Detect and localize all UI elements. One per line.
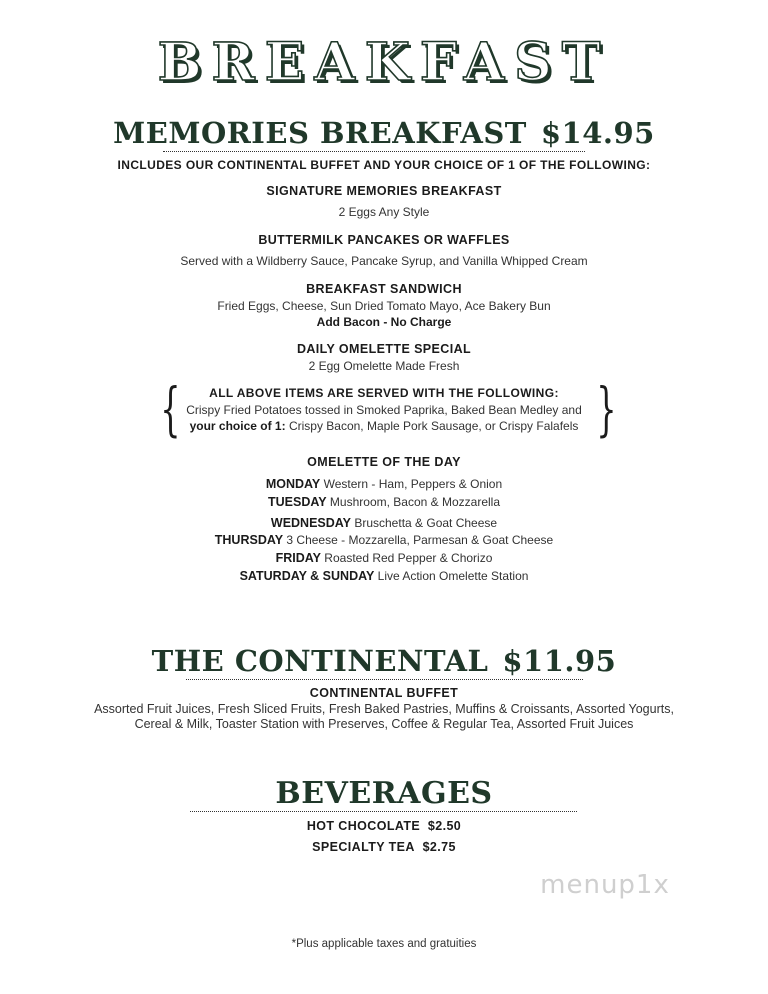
menupix-watermark: [530, 870, 680, 900]
right-brace: }: [596, 375, 617, 443]
continental-description: Cereal & Milk, Toaster Station with Preserves, Coffee & Regular Tea, Assorted Fruit Juices: [134, 717, 634, 731]
memories-breakfast-title: MEMORIES BREAKFAST: [113, 116, 527, 150]
memories-intro: INCLUDES OUR CONTINENTAL BUFFET AND YOUR CHOICE OF 1 OF THE FOLLOWING:: [117, 158, 651, 172]
item-note: Add Bacon - No Charge: [316, 315, 452, 329]
continental-price: $11.95: [502, 644, 617, 678]
memories-breakfast-price: $14.95: [540, 116, 655, 150]
continental-description: Assorted Fruit Juices, Fresh Sliced Fruits, Fresh Baked Pastries, Muffins & Croissants, Assorted Yogurts,: [94, 702, 674, 716]
served-with-choice: your choice of 1: Crispy Bacon, Maple Pork Sausage, or Crispy Falafels: [189, 419, 579, 433]
beverages-heading: BEVERAGES: [275, 776, 493, 811]
item-description: Served with a Wildberry Sauce, Pancake Syrup, and Vanilla Whipped Cream: [180, 254, 588, 268]
continental-title: THE CONTINENTAL: [151, 644, 489, 678]
served-with-line: Crispy Fried Potatoes tossed in Smoked Paprika, Baked Bean Medley and: [186, 403, 582, 417]
divider: [163, 151, 585, 152]
item-name: BUTTERMILK PANCAKES OR WAFFLES: [258, 233, 510, 247]
omelette-day-row: SATURDAY & SUNDAY Live Action Omelette Station: [239, 569, 529, 583]
item-description: 2 Eggs Any Style: [338, 205, 430, 219]
beverage-row: SPECIALTY TEA $2.75: [312, 840, 456, 854]
continental-heading: [0, 644, 768, 678]
divider: [186, 679, 583, 680]
omelette-day-row: FRIDAY Roasted Red Pepper & Chorizo: [275, 551, 493, 565]
page-title: BREAKFAST: [157, 32, 611, 93]
served-with-heading: ALL ABOVE ITEMS ARE SERVED WITH THE FOLLOWING:: [209, 386, 559, 400]
omelette-day-row: WEDNESDAY Bruschetta & Goat Cheese: [270, 516, 498, 530]
left-brace: {: [160, 375, 181, 443]
omelette-day-row: TUESDAY Mushroom, Bacon & Mozzarella: [268, 495, 500, 509]
beverage-row: HOT CHOCOLATE $2.50: [306, 819, 462, 833]
item-description: 2 Egg Omelette Made Fresh: [308, 359, 460, 373]
footnote: *Plus applicable taxes and gratuities: [291, 938, 477, 950]
divider: [190, 811, 577, 812]
watermark-text: menup1x: [540, 870, 670, 900]
omelette-day-row: THURSDAY 3 Cheese - Mozzarella, Parmesan & Goat Cheese: [214, 533, 554, 547]
item-name: BREAKFAST SANDWICH: [306, 282, 462, 296]
item-name: DAILY OMELETTE SPECIAL: [296, 342, 472, 356]
item-description: Fried Eggs, Cheese, Sun Dried Tomato Mayo, Ace Bakery Bun: [217, 299, 551, 313]
memories-breakfast-heading: [0, 116, 768, 150]
item-name: SIGNATURE MEMORIES BREAKFAST: [266, 184, 502, 198]
omelette-heading: OMELETTE OF THE DAY: [307, 455, 461, 469]
continental-subheading: CONTINENTAL BUFFET: [309, 686, 459, 700]
omelette-day-row: MONDAY Western - Ham, Peppers & Onion: [265, 477, 503, 491]
